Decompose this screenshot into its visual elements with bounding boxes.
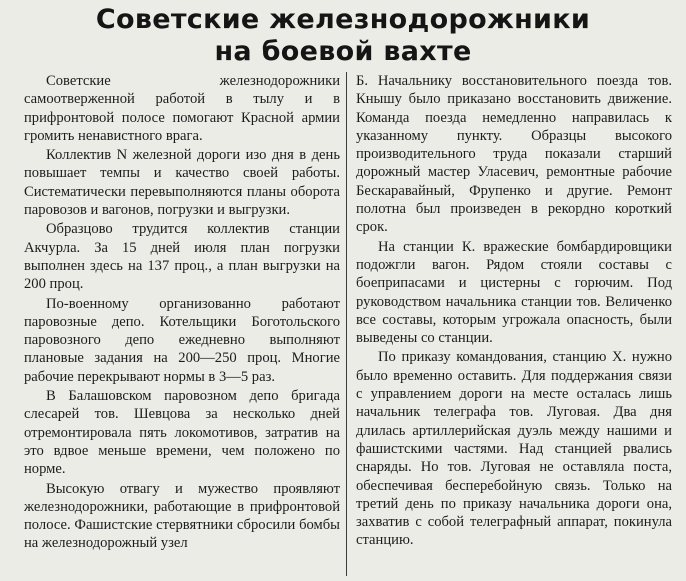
paragraph-akchurla: Образцово трудится коллектив станции Акчурла. За 15 дней июля план погрузки выполнен здесь на 137 проц., а план выгрузки на 200 проц. (24, 221, 340, 293)
right-column (356, 72, 672, 550)
paragraph-intro: Советские железнодорожники самоотверженной работой в тылу и в прифронтовой полосе помогают Красной армии громить ненавистного врага. (24, 73, 340, 144)
headline-line-2: на боевой вахте (214, 36, 472, 67)
left-column (24, 72, 340, 553)
paragraph-balashov: В Балашовском паровозном депо бригада слесарей тов. Шевцова за несколько дней отремонтировала пять локомотивов, затратив на это вдвое меньше времени, чем положено по норме. (24, 388, 340, 478)
paragraph-depots: По-военному организованно работают паровозные депо. Котельщики Боготольского паровозного депо ежедневно выполняют плановые задания на 200—250 проц. Многие рабочие перекрывают нормы в 3—5 раз. (24, 295, 340, 385)
paragraph-station-k: На станции К. вражеские бомбардировщики подожгли вагон. Рядом стояли составы с боеприпасами и цистерны с горючим. Под руководством начальника станции тов. Величенко все составы, которым угрожала опасность, были выведены со станции. (356, 238, 672, 347)
paragraph-repair-train: Б. Начальнику восстановительного поезда тов. Кнышу было приказано восстановить движение. Команда поезда немедленно направилась к указанному пункту. Образцы высокого производительного труда показали старший дорожный мастер Уласевич, ремонтные рабочие Бескаравайный, Фрупенко и другие. Ремонт полотна был произведен в рекордно короткий срок. (356, 73, 672, 236)
article-headline (0, 4, 686, 68)
paragraph-frontline: Высокую отвагу и мужество проявляют железнодорожники, работающие в прифронтовой полосе. Фашистские стервятники сбросили бомбы на железнодорожный узел (24, 480, 340, 552)
paragraph-station-x: По приказу командования, станцию Х. нужно было временно оставить. Для поддержания связи с управлением дороги на месте осталась лишь начальник телеграфа тов. Луговая. Два дня длилась артиллерийская дуэль между нашими и фашистскими частями. Над станцией рвались снаряды. Но тов. Луговая не оставляла поста, обеспечивая бесперебойную связь. Только на третий день по приказу начальника дороги она, захватив с собой телеграфный аппарат, покинула станцию. (356, 349, 672, 549)
headline-line-1: Советские железнодорожники (95, 4, 591, 35)
column-divider (346, 72, 347, 576)
paragraph-collective: Коллектив N железной дороги изо дня в день повышает темпы и качество своей работы. Систематически перевыполняются планы оборота паровозов и вагонов, погрузки и выгрузки. (24, 147, 340, 219)
